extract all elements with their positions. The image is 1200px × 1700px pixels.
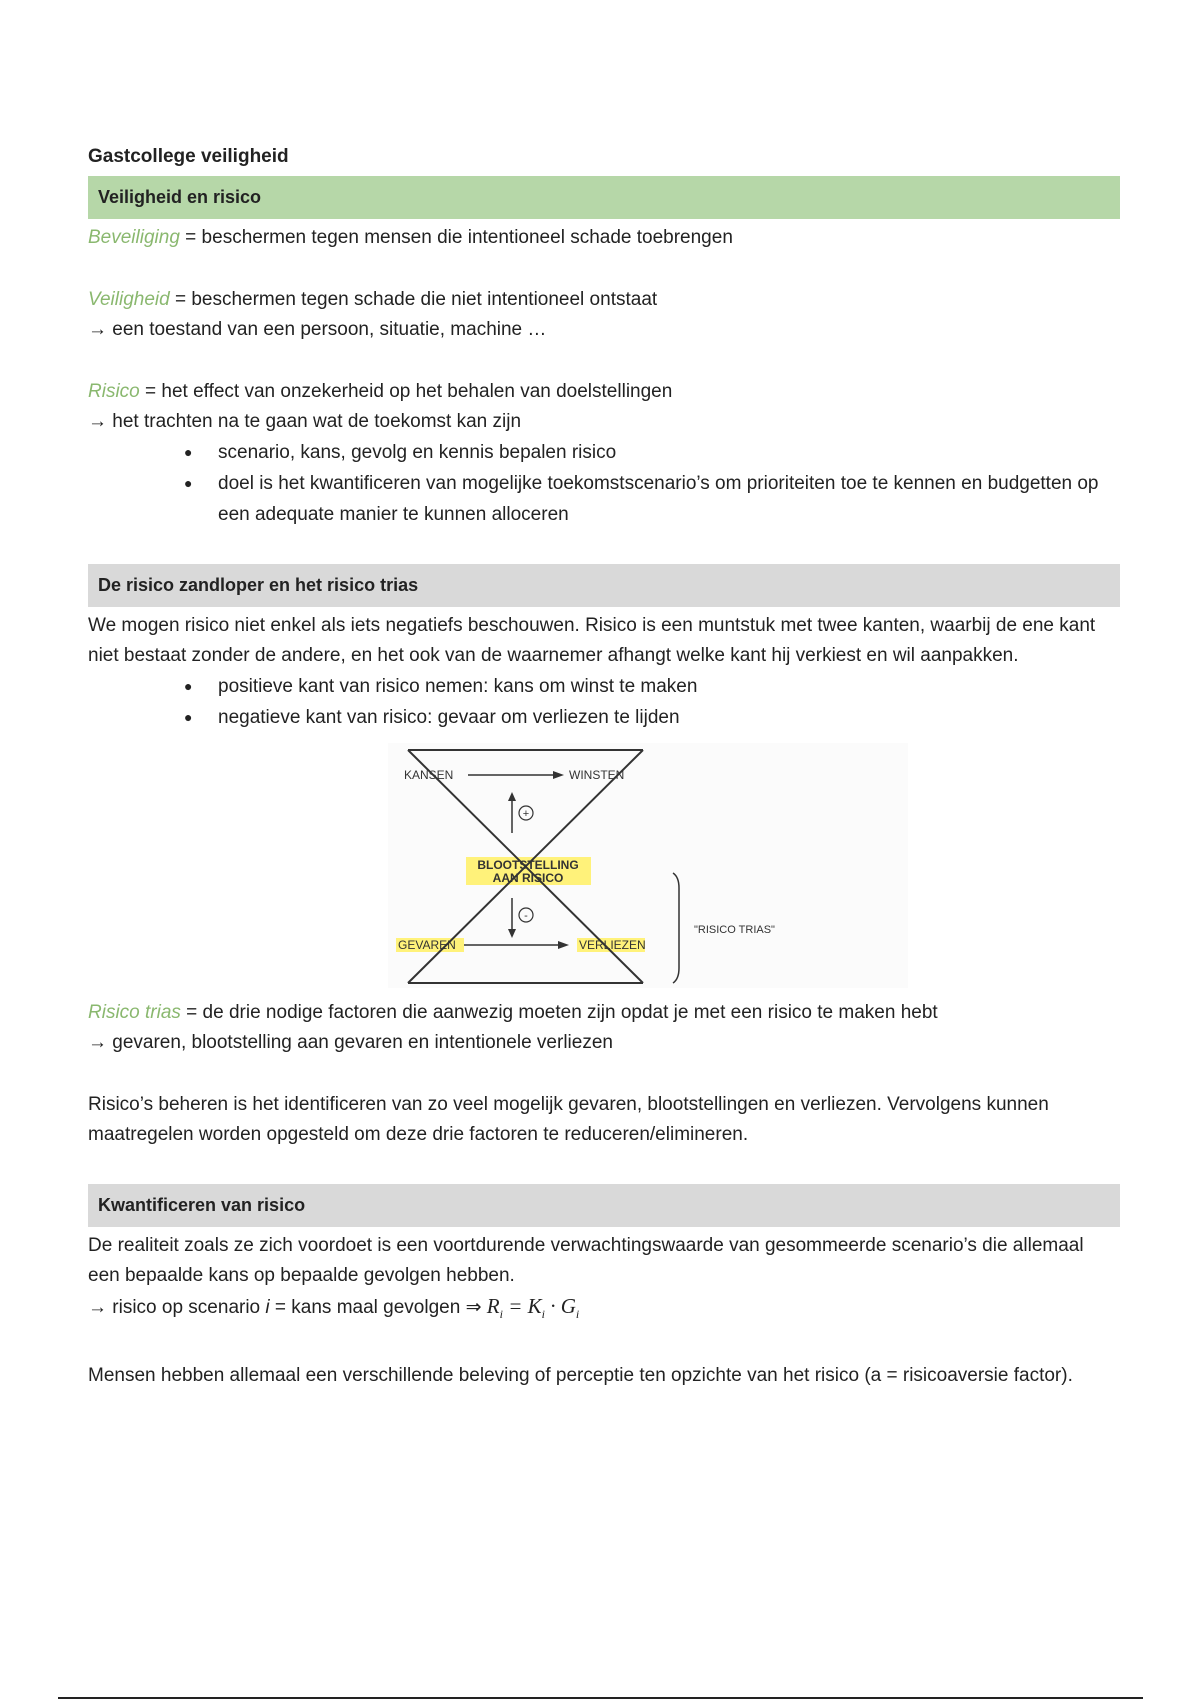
definition-beveiliging	[88, 223, 1120, 253]
definition-risico-trias-text: = de drie nodige factoren die aanwezig moeten zijn opdat je met een risico te maken hebt	[180, 1002, 938, 1023]
list-item: ● negatieve kant van risico: gevaar om verliezen te lijden	[218, 702, 1120, 733]
risico-beheren-paragraph: Risico’s beheren is het identificeren van zo veel mogelijk gevaren, blootstellingen en verliezen. Vervolgens kunnen maatregelen worden opgesteld om deze drie factoren te reduceren/elimineren.	[88, 1094, 1049, 1145]
label-aan-risico: AAN RISICO	[492, 871, 564, 885]
formula-dot: ·	[544, 1294, 561, 1318]
label-blootstelling: BLOOTSTELLING	[477, 858, 579, 872]
minus-sign: -	[524, 910, 528, 922]
list-item: ● scenario, kans, gevolg en kennis bepalen risico	[218, 437, 1120, 468]
risico-trias-arrow-line: → gevaren, blootstelling aan gevaren en intentionele verliezen	[88, 1032, 613, 1053]
kwantificeren-paragraph: De realiteit zoals ze zich voordoet is een voortdurende verwachtingswaarde van gesommeerde scenario’s die allemaal een bepaalde kans op bepaalde gevolgen hebben.	[88, 1235, 1084, 1286]
formula-g: G	[560, 1294, 576, 1318]
definition-risico	[88, 377, 1120, 407]
definition-risico-trias	[88, 998, 1120, 1028]
label-verliezen: VERLIEZEN	[579, 938, 646, 952]
formula-r-sub: i	[499, 1307, 503, 1322]
formula-prefix: → risico op scenario	[88, 1297, 266, 1318]
risico-zandloper-diagram	[388, 743, 908, 988]
term-beveiliging: Beveiliging	[88, 227, 180, 248]
formula-equals: =	[502, 1294, 528, 1318]
label-risico-trias: "RISICO TRIAS"	[694, 924, 775, 936]
document-page	[88, 140, 1120, 1391]
document-title: Gastcollege veiligheid	[88, 146, 289, 167]
list-item: ● doel is het kwantificeren van mogelijke toekomstscenario’s om prioriteiten toe te kennen en budgetten op een adequate manier te kunnen alloceren	[218, 468, 1120, 530]
veiligheid-arrow-line: → een toestand van een persoon, situatie, machine …	[88, 319, 547, 340]
label-winsten: WINSTEN	[569, 768, 625, 782]
risico-arrow-line: → het trachten na te gaan wat de toekomst kan zijn	[88, 411, 522, 432]
page-footer-rule	[58, 1697, 1143, 1699]
definition-risico-text: = het effect van onzekerheid op het behalen van doelstellingen	[139, 381, 673, 402]
term-veiligheid: Veiligheid	[88, 289, 170, 310]
formula-r: R	[486, 1294, 500, 1318]
definition-veiligheid-text: = beschermen tegen schade die niet intentioneel ontstaat	[169, 289, 658, 310]
risk-formula	[486, 1294, 580, 1322]
zandloper-intro: We mogen risico niet enkel als iets negatiefs beschouwen. Risico is een muntstuk met twee kanten, waarbij de ene kant niet bestaat zonder de andere, en het ook van de waarnemer afhangt welke kant hij verkiest en wil aanpakken.	[88, 615, 1096, 666]
definition-beveiliging-text: = beschermen tegen mensen die intentioneel schade toebrengen	[179, 227, 733, 248]
label-kansen: KANSEN	[404, 768, 454, 782]
hourglass-diagram-container	[88, 743, 1120, 998]
plus-sign: +	[522, 808, 530, 820]
zandloper-bullet-list	[88, 671, 1120, 733]
formula-mid: = kans maal gevolgen ⇒	[269, 1297, 487, 1318]
label-gevaren: GEVAREN	[398, 938, 456, 952]
term-risico: Risico	[88, 381, 140, 402]
definition-veiligheid	[88, 285, 1120, 315]
list-item: ● positieve kant van risico nemen: kans om winst te maken	[218, 671, 1120, 702]
section-header-kwantificeren: Kwantificeren van risico	[88, 1184, 1120, 1227]
beleving-paragraph: Mensen hebben allemaal een verschillende beleving of perceptie ten opzichte van het risico (a = risicoaversie factor).	[88, 1365, 1073, 1387]
term-risico-trias: Risico trias	[88, 1002, 181, 1023]
risico-bullet-list	[88, 437, 1120, 530]
formula-k: K	[527, 1294, 542, 1318]
formula-k-sub: i	[541, 1307, 545, 1322]
section-header-veiligheid-en-risico: Veiligheid en risico	[88, 176, 1120, 219]
formula-g-sub: i	[575, 1307, 580, 1322]
section-header-risico-zandloper: De risico zandloper en het risico trias	[88, 564, 1120, 607]
formula-index: i	[265, 1297, 270, 1318]
formula-line	[88, 1291, 1120, 1329]
